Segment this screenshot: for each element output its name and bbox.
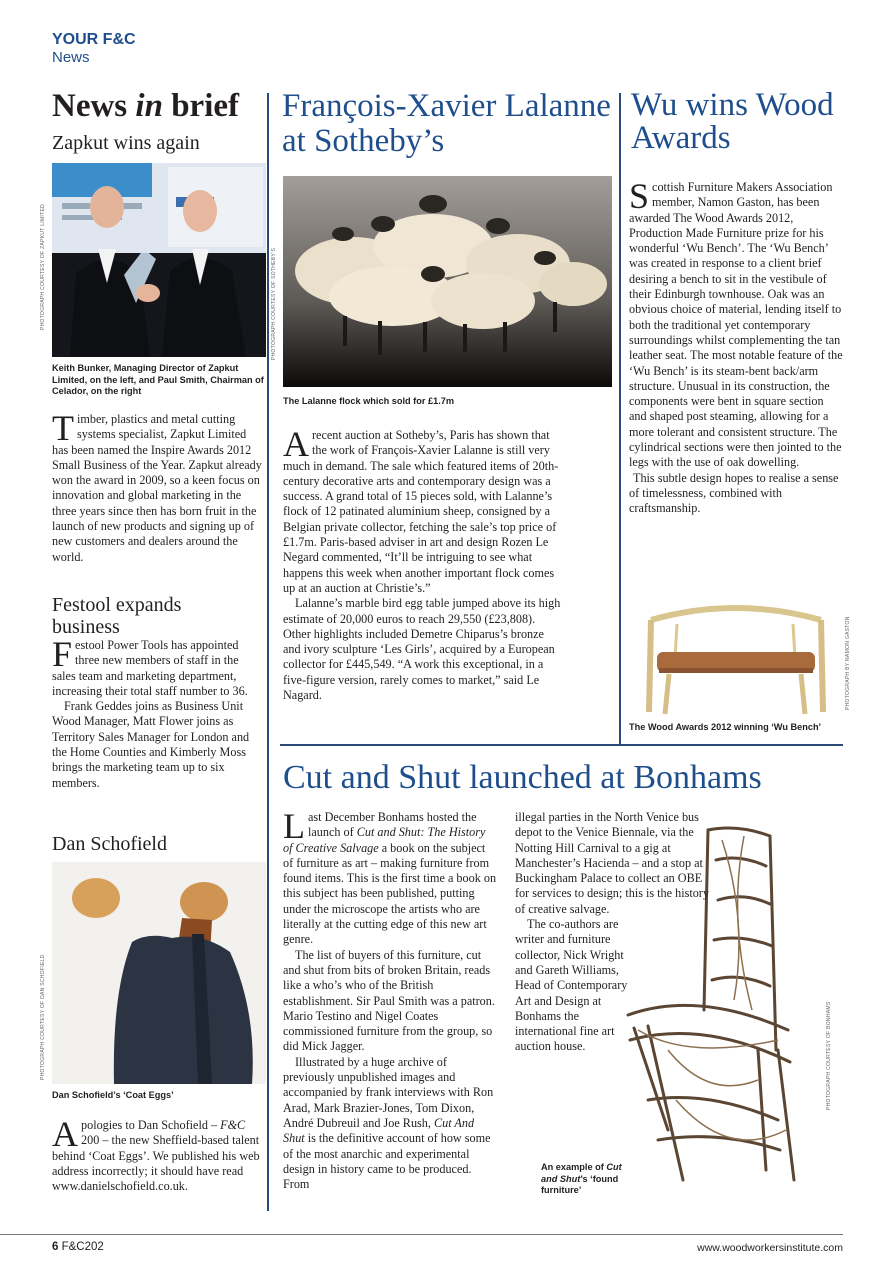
- lalanne-sheep-photo: [283, 176, 612, 387]
- festool-heading: Festool expands business: [52, 594, 182, 638]
- dan-dropcap: A: [52, 1114, 78, 1154]
- cut-shut-heading: Cut and Shut launched at Bonhams: [283, 759, 762, 796]
- cut-c3: is the definitive account of how some of the most anarchic and experimental design in history came to be produced. From: [283, 1131, 491, 1192]
- wu-heading: Wu wins Wood Awards: [631, 87, 834, 156]
- lalanne-p1: recent auction at Sotheby’s, Paris has shown that the work of François-Xavier Lalanne is still very much in demand. The sale which featured items of 20th-century decorative arts and contemporary design was a success. A grand total of 15 pieces sold, with Lalanne’s flock of 12 patinated aluminium sheep, consigned by a Belgian private collector, fetching the sale’s top price of £1.7m. Paris-based adviser in art and design Rozen Le Negard commented, “It’ll be intriguing to see what happens this week when another important flock comes up at an auction at Christie’s.”: [283, 428, 559, 595]
- wu-p1: cottish Furniture Makers Association member, Namon Gaston, has been awarded The Wood Awards 2012, Production Made Furniture prize for his wonderful ‘Wu Bench’. The ‘Wu Bench’ was created in response to a client brief desiring a bench to sit in the vestibule of their Edinburgh townhouse. Oak was an obvious choice of material, lending itself to both the traditional yet contemporary surroundings whilst complementing the tan leather seat. The most notable feature of the ‘Wu Bench’ is its steam-bent back/arm structure. Unusual in its construction, the components were bent in square section and shaped post steaming, allowing for a more tolerant and consistent structure. The cylindrical sections were then jointed to the legs with the use of oak dowelling.: [629, 180, 843, 470]
- wu-bench-illustration: [629, 594, 841, 718]
- festool-p1: estool Power Tools has appointed three new members of staff in the sales team and marketing department, increasing their total staff number to 36.: [52, 638, 248, 698]
- coat-eggs-illustration: [52, 862, 266, 1084]
- wu-article: [629, 176, 843, 517]
- cut-col2-p2: The co-authors are writer and furniture collector, Nick Wright and Gareth Williams, Head of Contemporary Art and Design at Bonhams the international fine art auction house.: [515, 917, 628, 1054]
- cut-photo-credit: PHOTOGRAPH COURTESY OF BONHAMS: [826, 1001, 832, 1110]
- issue-label: F&C202: [61, 1241, 104, 1253]
- cut-dropcap: L: [283, 806, 305, 846]
- title-part-news: News: [52, 88, 136, 124]
- cut-caption: [541, 1162, 631, 1197]
- cut-col2-p1: illegal parties in the North Venice bus depot to the Venice Biennale, via the Notting Hill Carnival to a gig at Manchester’s Hacienda – and a stop at Buckingham Palace to collect an OBE for services to design; this is the history of creative salvage.: [515, 810, 709, 916]
- dan-photo-credit: PHOTOGRAPH COURTESY OF DAN SCHOFIELD: [40, 954, 46, 1080]
- wu-caption: The Wood Awards 2012 winning ‘Wu Bench’: [629, 722, 822, 732]
- lalanne-p2: Lalanne’s marble bird egg table jumped above its high estimate of 20,000 euros to reach 29,550 (£23,808). Other highlights included Demetre Chiparus’s bronze and ivory sculpture ‘Les Girls’, acquired by a European collector for £445,549. “A work this exceptional, in a five-figure version, rarely comes to market,” said Le Nagard.: [283, 596, 561, 703]
- zapkut-dropcap: T: [52, 408, 74, 448]
- wu-bench-photo: [629, 594, 841, 718]
- lalanne-heading: François-Xavier Lalanne at Sotheby’s: [282, 88, 611, 159]
- dan-article: [52, 1114, 264, 1194]
- section-name: News: [52, 49, 90, 66]
- cut-p2: The list of buyers of this furniture, cut and shut from bits of broken Britain, reads like a who’s who of the British establishment. Sir Paul Smith was a patron. Mario Testino and Nigel Coates commissioned furniture from the group, so did Mick Jagger.: [283, 947, 495, 1054]
- festool-article: [52, 634, 264, 791]
- footer-url: www.woodworkersinstitute.com: [697, 1242, 843, 1254]
- cut-a1: ast December Bonhams hosted the launch of: [308, 810, 477, 840]
- footer-rule: [0, 1234, 843, 1235]
- page-number: 6: [52, 1241, 59, 1253]
- title-part-brief: brief: [162, 88, 239, 124]
- zapkut-heading: Zapkut wins again: [52, 132, 200, 154]
- dan-text-1: pologies to Dan Schofield –: [81, 1118, 221, 1132]
- dan-heading: Dan Schofield: [52, 833, 167, 855]
- cut-cap-3: ’s ‘found furniture’: [541, 1173, 619, 1195]
- award-ceremony-illustration: [52, 163, 266, 357]
- horizontal-rule: [280, 744, 843, 746]
- dan-text-3: 200 – the new Sheffield-based talent behind ‘Coat Eggs’. We published his web address incorrectly; it should have read www.danielschofield.co.uk.: [52, 1133, 260, 1194]
- lalanne-photo-credit: PHOTOGRAPH COURTESY OF SOTHEBY’S: [271, 247, 277, 360]
- zapkut-caption: Keith Bunker, Managing Director of Zapkut Limited, on the left, and Paul Smith, Chairman of Celador, on the right: [52, 363, 264, 396]
- news-in-brief-title: [52, 86, 239, 126]
- dan-text-fc: F&C: [220, 1118, 246, 1132]
- wu-photo-credit: PHOTOGRAPH BY NAMON GASTON: [845, 616, 851, 710]
- zapkut-article: [52, 408, 264, 565]
- cut-c2: Cut And Shut: [283, 1115, 475, 1146]
- cut-shut-col1: [283, 806, 497, 1192]
- wu-dropcap: S: [629, 176, 650, 216]
- column-rule-2: [619, 93, 621, 745]
- festool-dropcap: F: [52, 634, 73, 674]
- coat-eggs-photo: [52, 862, 266, 1084]
- sheep-flock-illustration: [283, 176, 612, 387]
- lalanne-dropcap: A: [283, 424, 309, 464]
- title-part-in: in: [135, 88, 163, 124]
- cut-cap-1: An example of: [541, 1162, 607, 1172]
- cut-a3: a book on the subject of furniture as art – making furniture from found items. This is the first time a book on this subject has been published, putting under the microscope the artists who are literally at the cutting edge of this new art genre.: [283, 840, 497, 947]
- wu-p2: This subtle design hopes to realise a sense of timelessness, combined with craftsmanship.: [629, 470, 839, 516]
- column-rule-1: [267, 93, 269, 1211]
- festool-p2: Frank Geddes joins as Business Unit Wood Manager, Matt Flower joins as Territory Sales Manager for London and the Home Counties and Kimberly Moss brings the marketing team up to six members.: [52, 699, 250, 790]
- zapkut-text: imber, plastics and metal cutting systems specialist, Zapkut Limited has been named the Inspire Awards 2012 Small Business of the Year. Zapkut already won the award in 2009, so a keen focus on innovation and global marketing in the three years since then has born fruit in the launch of new products and signing up of new customers and dealers around the world.: [52, 412, 262, 564]
- section-header: [52, 31, 136, 66]
- cut-c1: Illustrated by a huge archive of previously unpublished images and accompanied by frank interviews with Ron Arad, Mark Brazier-Jones, Tom Dixon, André Dubreuil and Joe Rush,: [283, 1054, 494, 1130]
- lalanne-article: [283, 424, 563, 703]
- cut-shut-col2: [515, 810, 715, 1055]
- lalanne-caption: The Lalanne flock which sold for £1.7m: [283, 396, 455, 406]
- dan-caption: Dan Schofield’s ‘Coat Eggs’: [52, 1090, 174, 1100]
- zapkut-photo-credit: PHOTOGRAPH COURTESY OF ZAPKUT LIMITED: [40, 203, 46, 330]
- section-kicker: YOUR F&C: [52, 31, 136, 48]
- cut-cap-2: Cut and Shut: [541, 1162, 622, 1184]
- footer-left: [52, 1241, 104, 1253]
- cut-a2: Cut and Shut: The History of Creative Salvage: [283, 825, 486, 855]
- zapkut-award-photo: [52, 163, 266, 357]
